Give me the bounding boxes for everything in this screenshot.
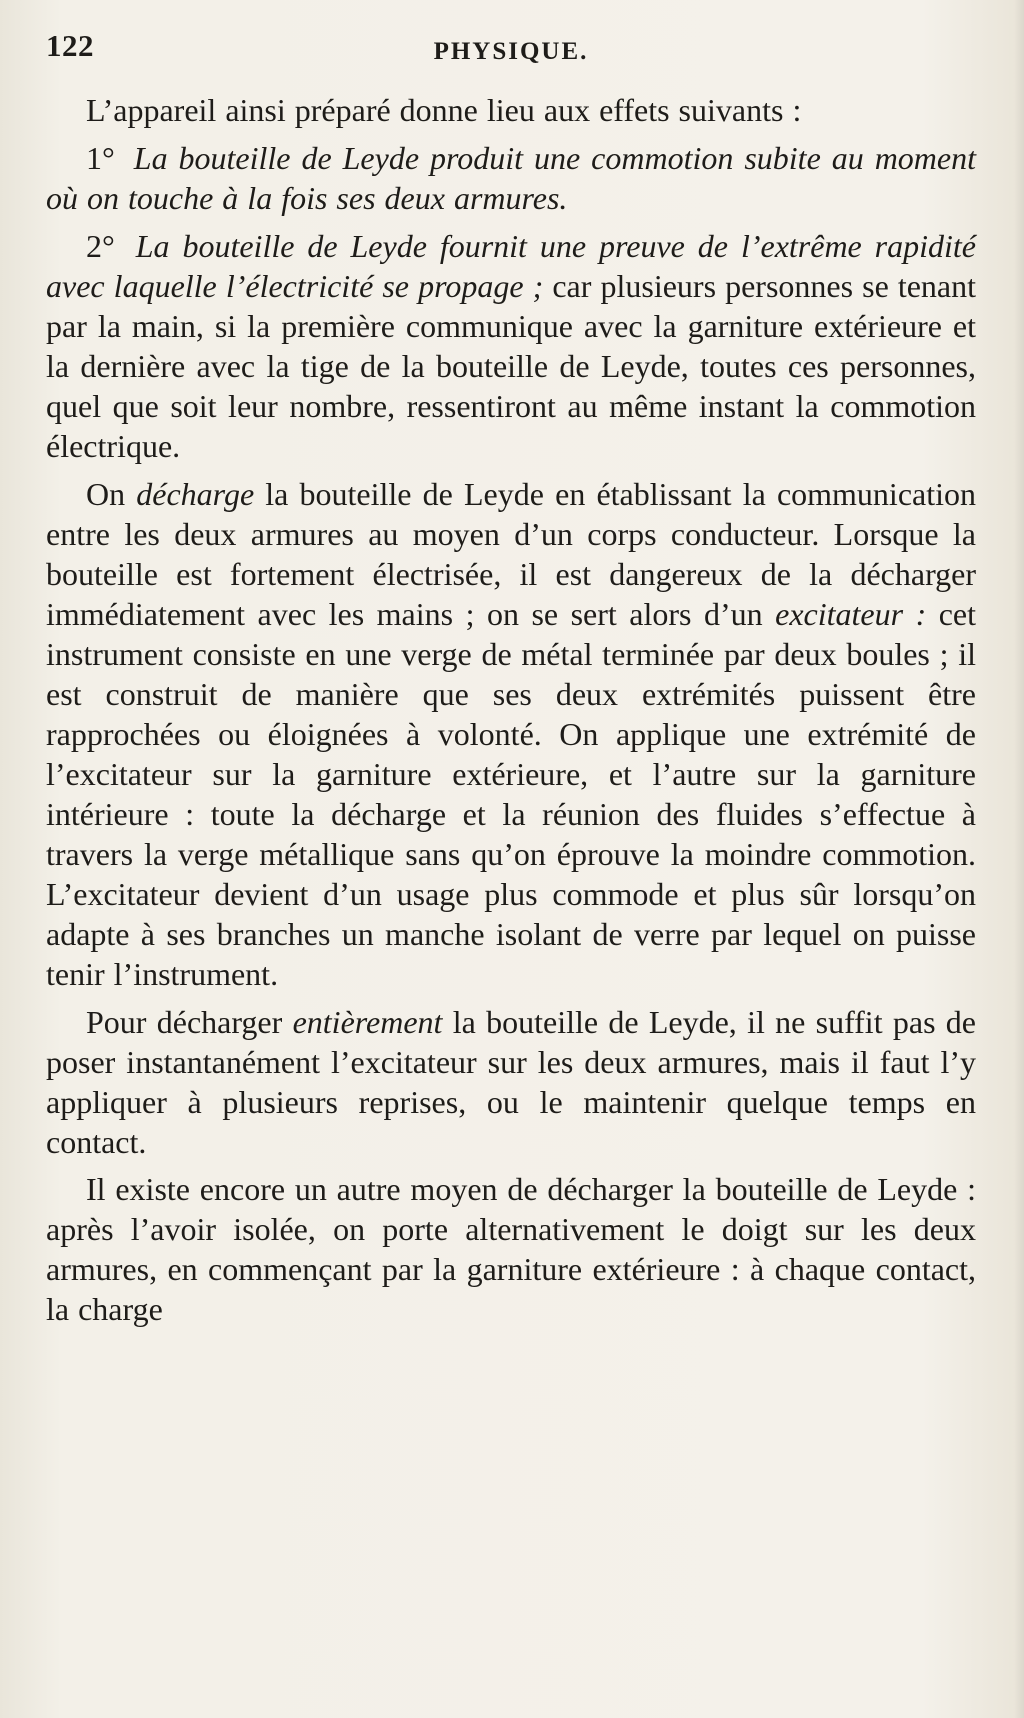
exciter-emphasis: excitateur : (775, 596, 927, 632)
effect-2-number: 2° (86, 228, 115, 264)
paragraph-effect-2 (46, 226, 976, 466)
discharge-after: cet instrument consiste en une verge de métal terminée par deux boules ; il est construit de manière que ses deux extrémités puissent être rapprochées ou éloignées à volonté. On applique une extrémité de l’excitateur sur la garniture extérieure, et l’autre sur la garniture intérieure : toute la décharge et la réunion des fluides s’effectue à travers la verge métallique sans qu’on éprouve la moindre commotion. L’excitateur devient d’un usage plus commode et plus sûr lorsqu’on adapte à ses branches un manche isolant de verre par lequel on puisse tenir l’instrument. (46, 596, 977, 992)
effect-2-statement: La bouteille de Leyde fournit une preuve de l’extrême rapidité avec laquelle l’électricité se propage ; (46, 228, 977, 304)
paragraph-intro-text: L’appareil ainsi préparé donne lieu aux effets suivants : (86, 92, 802, 128)
effect-2-explanation: car plusieurs personnes se tenant par la main, si la première communique avec la garniture extérieure et la dernière avec la tige de la bouteille de Leyde, toutes ces personnes, quel que soit leur nombre, ressentiront au même instant la commotion électrique. (46, 268, 977, 464)
paragraph-discharge (46, 474, 976, 994)
complete-discharge-emphasis: entièrement (292, 1004, 443, 1040)
paragraph-complete-discharge (46, 1002, 976, 1162)
paragraph-effect-1 (46, 138, 976, 218)
discharge-before: On (86, 476, 137, 512)
paragraph-alternate-method (46, 1169, 976, 1329)
effect-1-statement: La bouteille de Leyde produit une commotion subite au moment où on touche à la fois ses deux armures. (46, 140, 977, 216)
effect-1-number: 1° (86, 140, 115, 176)
page-header (46, 28, 976, 82)
complete-discharge-before: Pour décharger (86, 1004, 293, 1040)
page-body (46, 90, 976, 1329)
paragraph-intro (46, 90, 976, 130)
page-number: 122 (46, 28, 94, 63)
running-title: PHYSIQUE. (433, 38, 589, 65)
complete-discharge-after: la bouteille de Leyde, il ne suffit pas de poser instantanément l’excitateur sur les deux armures, mais il faut l’y appliquer à plusieurs reprises, ou le maintenir quelque temps en contact. (46, 1004, 977, 1160)
discharge-middle: la bouteille de Leyde en établissant la communication entre les deux armures au moyen d’un corps conducteur. Lorsque la bouteille est fortement électrisée, il est dangereux de la décharger immédiatement avec les mains ; on se sert alors d’un (46, 476, 977, 632)
discharge-emphasis: décharge (136, 476, 255, 512)
alternate-method-text: Il existe encore un autre moyen de décharger la bouteille de Leyde : après l’avoir isolée, on porte alternativement le doigt sur les deux armures, en commençant par la garniture extérieure : à chaque contact, la charge (46, 1171, 976, 1327)
